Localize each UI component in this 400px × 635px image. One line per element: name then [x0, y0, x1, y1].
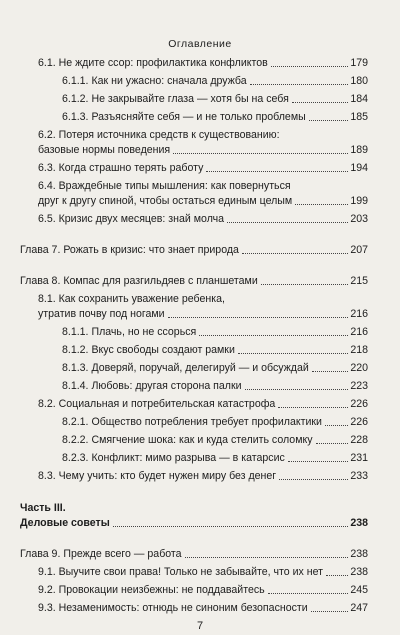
toc-leader-dots [326, 575, 348, 576]
toc-leader-dots [261, 284, 349, 285]
toc-entry-title: 6.1.2. Не закрывайте глаза — хотя бы на себя [62, 93, 289, 105]
toc-entry-8-2-2 [62, 434, 368, 447]
toc-entry-8-2 [38, 398, 368, 411]
toc-page-number: 185 [350, 111, 368, 123]
toc-leader-dots [312, 371, 349, 372]
toc-leader-dots [242, 253, 348, 254]
toc-entry-title: 8.3. Чему учить: кто будет нужен миру без денег [38, 470, 277, 482]
toc-leader-dots [271, 66, 349, 67]
toc-entry-6-1-2 [62, 93, 368, 106]
toc-leader-dots [250, 84, 349, 85]
toc-page-number: 180 [350, 75, 368, 87]
toc-leader-dots [238, 353, 348, 354]
toc-entry-title: утратив почву под ногами [38, 308, 165, 320]
toc-entry-title: Деловые советы [20, 517, 110, 529]
toc-entry-chapter-8 [20, 275, 368, 288]
toc-entry-title: 9.3. Незаменимость: отнюдь не синоним безопасности [38, 602, 308, 614]
toc-leader-dots [113, 526, 349, 527]
toc-page-number: 233 [350, 470, 368, 482]
toc-leader-dots [325, 425, 348, 426]
toc-leader-dots [316, 443, 349, 444]
toc-page-number: 203 [350, 213, 368, 225]
toc-page-number: 247 [350, 602, 368, 614]
toc-entry-8-1-2 [62, 344, 368, 357]
toc-entry-title: 6.1. Не ждите ссор: профилактика конфликтов [38, 57, 268, 69]
toc-entry-part-3 [20, 517, 368, 530]
toc-entry-title: базовые нормы поведения [38, 144, 171, 156]
toc-leader-dots [309, 120, 349, 121]
toc-page-number: 245 [350, 584, 368, 596]
toc-entry-title: 8.1.2. Вкус свободы создают рамки [62, 344, 235, 356]
toc-entry-title: Глава 8. Компас для разгильдяев с планшетами [20, 275, 258, 287]
toc-entry-title: 8.2.3. Конфликт: мимо разрыва — в катарсис [62, 452, 285, 464]
toc-entry-title: 6.1.1. Как ни ужасно: сначала дружба [62, 75, 247, 87]
toc-page-number: 207 [350, 244, 368, 256]
toc-entry-title: 6.3. Когда страшно терять работу [38, 162, 204, 174]
toc-leader-dots [311, 611, 349, 612]
toc-page-number: 226 [350, 398, 368, 410]
toc-entry-title: друг к другу спиной, чтобы остаться единым целым [38, 195, 293, 207]
toc-leader-dots [168, 317, 349, 318]
toc-leader-dots [295, 204, 348, 205]
toc-entry-title: 8.1.1. Плачь, но не ссорься [62, 326, 197, 338]
toc-page-number: 199 [350, 195, 368, 207]
toc-leader-dots [279, 479, 348, 480]
toc-leader-dots [173, 153, 348, 154]
page-header-title: Оглавление [168, 38, 232, 50]
toc-page-number: 238 [350, 548, 368, 560]
page-number-footer: 7 [196, 620, 204, 632]
toc-entry-6-2-line1: 6.2. Потеря источника средств к существованию: [38, 129, 280, 141]
toc-entry-title: 9.2. Провокации неизбежны: не поддавайтесь [38, 584, 265, 596]
toc-entry-8-1-3 [62, 362, 368, 375]
toc-entry-6-1-3 [62, 111, 368, 124]
toc-leader-dots [268, 593, 349, 594]
toc-page-number: 231 [350, 452, 368, 464]
toc-entry-8-3 [38, 470, 368, 483]
toc-entry-6-5 [38, 213, 368, 226]
toc-entry-title: Глава 9. Прежде всего — работа [20, 548, 182, 560]
toc-entry-8-1 [38, 308, 368, 321]
toc-entry-6-2 [38, 144, 368, 157]
toc-entry-9-3 [38, 602, 368, 615]
toc-entry-6-3 [38, 162, 368, 175]
toc-entry-9-1 [38, 566, 368, 579]
toc-entry-8-2-1 [62, 416, 368, 429]
toc-entry-8-2-3 [62, 452, 368, 465]
toc-entry-title: 9.1. Выучите свои права! Только не забывайте, что их нет [38, 566, 323, 578]
toc-page-number: 184 [350, 93, 368, 105]
toc-page-number: 220 [350, 362, 368, 374]
toc-entry-chapter-9 [20, 548, 368, 561]
toc-entry-title: 8.2.1. Общество потребления требует профилактики [62, 416, 322, 428]
toc-page-number: 238 [350, 566, 368, 578]
toc-page-number: 179 [350, 57, 368, 69]
toc-page-number: 228 [350, 434, 368, 446]
toc-entry-title: 8.2.2. Смягчение шока: как и куда стелить соломку [62, 434, 313, 446]
toc-entry-8-1-1 [62, 326, 368, 339]
toc-page-number: 238 [350, 517, 368, 529]
toc-page-number: 194 [350, 162, 368, 174]
toc-leader-dots [278, 407, 348, 408]
toc-entry-8-1-4 [62, 380, 368, 393]
toc-page-number: 216 [350, 308, 368, 320]
toc-entry-6-1-1 [62, 75, 368, 88]
toc-entry-title: 8.1.3. Доверяй, поручай, делегируй — и обсуждай [62, 362, 309, 374]
toc-entry-title: 8.1.4. Любовь: другая сторона палки [62, 380, 242, 392]
toc-page-number: 223 [350, 380, 368, 392]
toc-part-3-label: Часть III. [20, 502, 66, 514]
toc-entry-title: Глава 7. Рожать в кризис: что знает природа [20, 244, 239, 256]
toc-entry-6-4 [38, 195, 368, 208]
toc-page-number: 216 [350, 326, 368, 338]
toc-leader-dots [288, 461, 349, 462]
toc-entry-6-4-line1: 6.4. Враждебные типы мышления: как повернуться [38, 180, 291, 192]
toc-page-number: 189 [350, 144, 368, 156]
toc-entry-chapter-7 [20, 244, 368, 257]
toc-leader-dots [206, 171, 348, 172]
toc-leader-dots [185, 557, 349, 558]
toc-leader-dots [199, 335, 348, 336]
toc-entry-6-1 [38, 57, 368, 70]
toc-leader-dots [245, 389, 349, 390]
toc-entry-9-2 [38, 584, 368, 597]
toc-leader-dots [227, 222, 348, 223]
toc-entry-title: 6.1.3. Разъясняйте себя — и не только проблемы [62, 111, 306, 123]
toc-leader-dots [292, 102, 348, 103]
toc-entry-8-1-line1: 8.1. Как сохранить уважение ребенка, [38, 293, 225, 305]
toc-page-number: 218 [350, 344, 368, 356]
toc-entry-title: 8.2. Социальная и потребительская катастрофа [38, 398, 276, 410]
toc-entry-title: 6.5. Кризис двух месяцев: знай молча [38, 213, 225, 225]
toc-page-number: 226 [350, 416, 368, 428]
toc-page-number: 215 [350, 275, 368, 287]
